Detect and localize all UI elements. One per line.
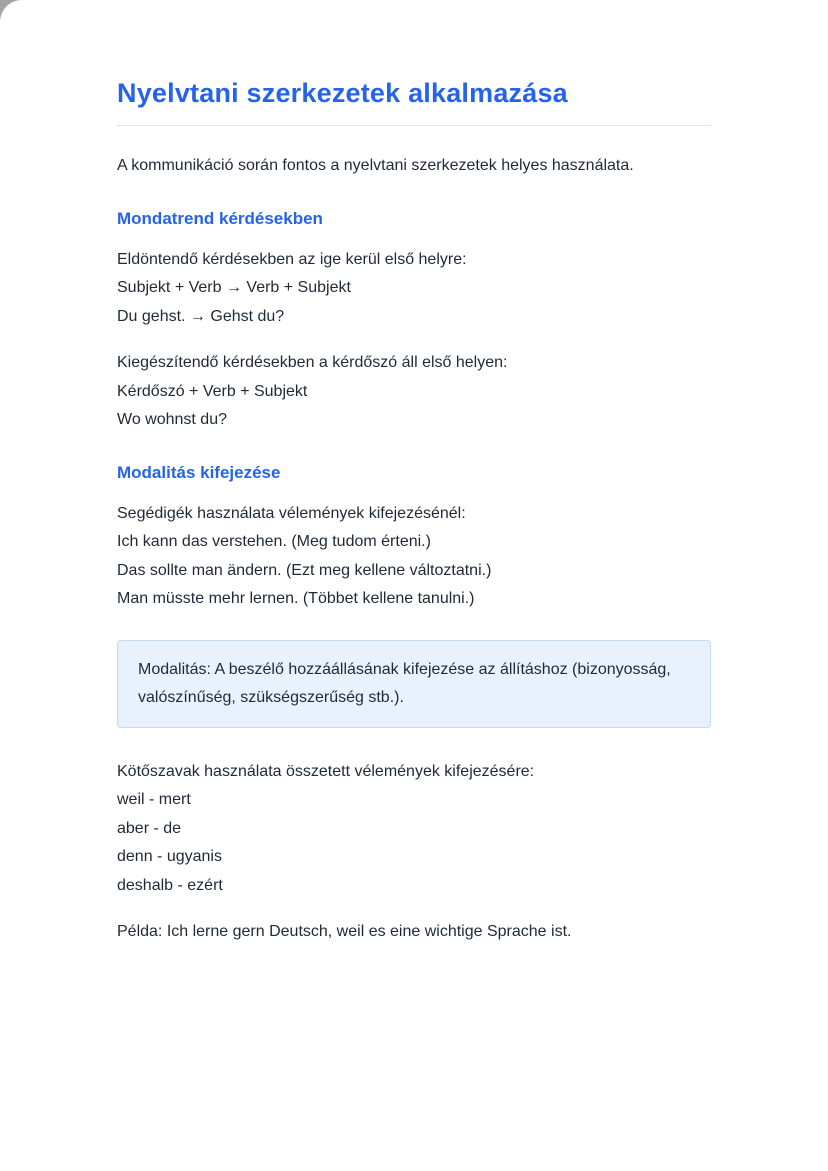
text-line: Das sollte man ändern. (Ezt meg kellene változtatni.) [117, 561, 492, 579]
text-line: Subjekt + Verb → Verb + Subjekt [117, 279, 351, 296]
text-line: Man müsste mehr lernen. (Többet kellene tanulni.) [117, 590, 475, 607]
text-line: weil - mert [117, 791, 191, 808]
page-title: Nyelvtani szerkezetek alkalmazása [117, 78, 568, 108]
text-line: Kötőszavak használata összetett vélemények kifejezésére: [117, 762, 535, 780]
text-line: Kérdőszó + Verb + Subjekt [117, 382, 308, 400]
section-heading-mondatrend: Mondatrend kérdésekben [117, 208, 323, 228]
paragraph-modal-verbs [117, 500, 711, 614]
section-heading-modalitas: Modalitás kifejezése [117, 462, 281, 482]
text-line: Du gehst. → Gehst du? [117, 307, 285, 325]
text-line: Példa: Ich lerne gern Deutsch, weil es eine wichtige Sprache ist. [117, 923, 572, 940]
text-line: Kiegészítendő kérdésekben a kérdőszó áll első helyen: [117, 354, 508, 371]
text-line: denn - ugyanis [117, 848, 222, 865]
paragraph-yesno-questions [117, 246, 711, 332]
text-line: deshalb - ezért [117, 876, 223, 894]
title-divider [117, 125, 711, 126]
text-line: aber - de [117, 819, 182, 837]
text-line: Segédigék használata vélemények kifejezésénél: [117, 504, 466, 522]
paragraph-conjunctions [117, 758, 711, 901]
text-line: Wo wohnst du? [117, 411, 227, 428]
callout-text: Modalitás: A beszélő hozzáállásának kifejezése az állításhoz (bizonyosság, valószínűség, szükségszerűség stb.). [138, 660, 671, 706]
text-line: A kommunikáció során fontos a nyelvtani szerkezetek helyes használata. [117, 157, 634, 174]
modality-definition-callout [117, 640, 711, 728]
text-line: Eldöntendő kérdésekben az ige kerül első helyre: [117, 250, 467, 268]
paragraph-example [117, 918, 711, 947]
paragraph-wh-questions [117, 349, 711, 435]
intro-paragraph [117, 152, 711, 181]
text-line: Ich kann das verstehen. (Meg tudom érteni.) [117, 533, 431, 550]
document-page [117, 0, 711, 1067]
